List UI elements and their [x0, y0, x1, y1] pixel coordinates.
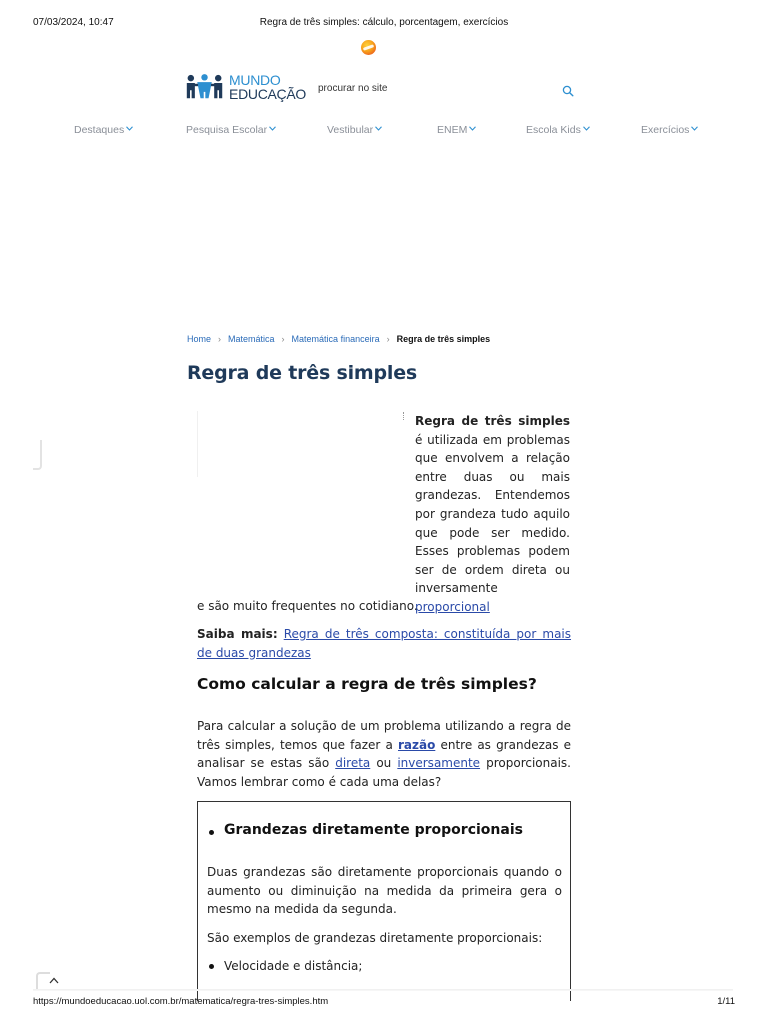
- nav-item-vestibular[interactable]: Vestibular: [327, 124, 382, 136]
- breadcrumb: [187, 334, 490, 344]
- chevron-down-icon: [126, 126, 133, 131]
- box-paragraph: Duas grandezas são diretamente proporcionais quando o aumento ou diminuição na medida da primeira gera o mesmo na medida da segunda.: [207, 865, 562, 917]
- print-datetime: 07/03/2024, 10:47: [33, 17, 114, 28]
- search-input[interactable]: [318, 80, 558, 96]
- intro-paragraph-tail: e são muito frequentes no cotidiano.: [197, 599, 418, 613]
- breadcrumb-matematica-financeira[interactable]: Matemática financeira: [291, 334, 380, 344]
- link-direta[interactable]: direta: [335, 756, 371, 771]
- saiba-mais-label: Saiba mais:: [197, 627, 278, 641]
- list-item: Velocidade e distância;: [224, 959, 363, 973]
- chevron-down-icon: [469, 126, 476, 131]
- site-favicon-icon: [361, 40, 376, 55]
- chevron-down-icon: [375, 126, 382, 131]
- print-url: https://mundoeducacao.uol.com.br/matematica/regra-tres-simples.htm: [33, 996, 329, 1007]
- breadcrumb-matematica[interactable]: Matemática: [228, 334, 275, 344]
- nav-item-escola-kids[interactable]: Escola Kids: [526, 124, 590, 136]
- print-page-number: 1/11: [717, 996, 735, 1007]
- nav-item-exercicios[interactable]: Exercícios: [641, 124, 698, 136]
- chevron-down-icon: [691, 126, 698, 131]
- breadcrumb-current: Regra de três simples: [396, 334, 491, 344]
- intro-bold-term: Regra de três simples: [415, 414, 570, 428]
- scroll-top-button[interactable]: [36, 972, 60, 990]
- breadcrumb-separator: ›: [218, 334, 222, 344]
- chevron-down-icon: [583, 126, 590, 131]
- section-heading: Como calcular a regra de três simples?: [197, 675, 537, 693]
- chevron-down-icon: [269, 126, 276, 131]
- info-box: [197, 801, 571, 1001]
- link-proporcional[interactable]: proporcional: [415, 599, 490, 614]
- section-paragraph: Para calcular a solução de um problema utilizando a regra de três simples, temos que fazer a razão entre as grandezas e analisar se estas são direta ou inversamente proporcionais. Vamos lembrar como é cada uma delas?: [197, 719, 571, 789]
- logo-text-bottom: EDUCAÇÃO: [229, 86, 306, 102]
- breadcrumb-separator: ›: [386, 334, 390, 344]
- bullet-icon: [209, 964, 214, 969]
- chevron-up-icon: [49, 977, 59, 984]
- page-title: Regra de três simples: [187, 362, 418, 384]
- footer-divider: [33, 989, 733, 991]
- search-button[interactable]: [562, 82, 574, 94]
- print-page-title: Regra de três simples: cálculo, porcentagem, exercícios: [259, 17, 509, 28]
- search-icon: [562, 85, 574, 97]
- intro-paragraph: Regra de três simples é utilizada em problemas que envolvem a relação entre duas ou mais grandezas. Entendemos por grandeza tudo aquilo que pode ser medido. Esses problemas podem ser de ordem direta ou inversamente proporcional: [415, 414, 570, 614]
- saiba-mais: [197, 625, 571, 662]
- people-logo-icon: [186, 71, 223, 103]
- link-razao[interactable]: razão: [397, 737, 436, 752]
- logo-text-top: MUNDO: [229, 72, 281, 88]
- ad-placeholder: [197, 411, 405, 477]
- link-regra-tres-composta[interactable]: Regra de três composta: constituída por mais de duas grandezas: [197, 627, 572, 660]
- link-inversamente[interactable]: inversamente: [397, 756, 481, 771]
- nav-item-pesquisa-escolar[interactable]: Pesquisa Escolar: [186, 124, 276, 136]
- side-panel-handle[interactable]: [33, 440, 42, 470]
- bullet-icon: [209, 830, 214, 835]
- box-heading: Grandezas diretamente proporcionais: [224, 822, 523, 838]
- site-logo[interactable]: [186, 69, 306, 105]
- main-nav: [0, 124, 768, 138]
- nav-item-destaques[interactable]: Destaques: [74, 124, 133, 136]
- nav-item-enem[interactable]: ENEM: [437, 124, 476, 136]
- breadcrumb-home[interactable]: Home: [187, 334, 212, 344]
- breadcrumb-separator: ›: [281, 334, 285, 344]
- ad-marker: [403, 412, 405, 420]
- box-paragraph-examples: São exemplos de grandezas diretamente proporcionais:: [207, 931, 543, 945]
